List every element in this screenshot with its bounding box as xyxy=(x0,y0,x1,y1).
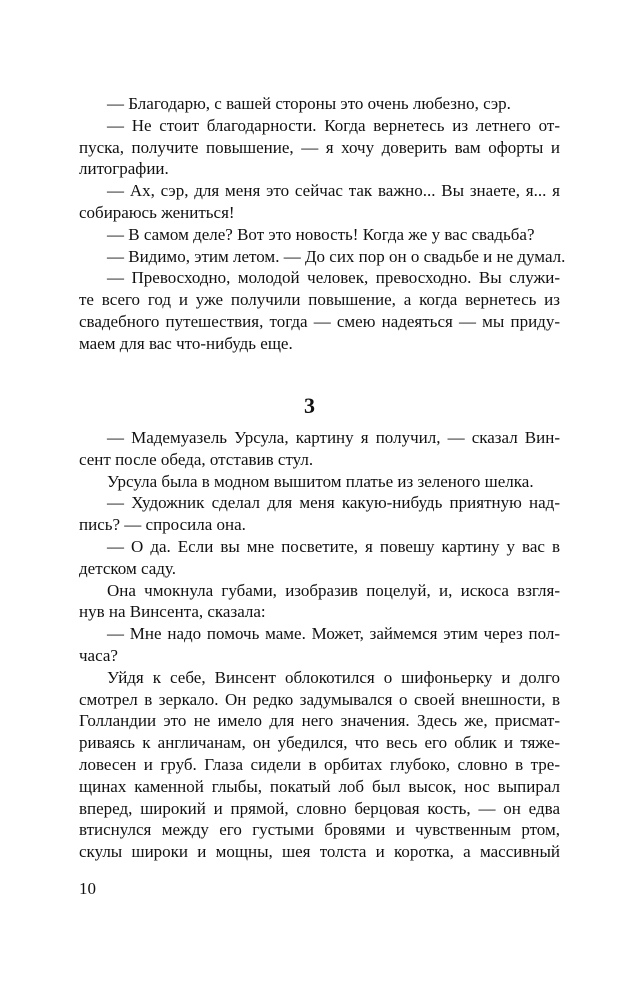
text-line: вперед, широкий и прямой, словно берцовая кость, — он едва xyxy=(79,798,560,818)
text-line: щинах каменной глыбы, покатый лоб был высок, нос выпирал xyxy=(79,776,560,796)
text-line: скулы широки и мощны, шея толста и коротка, а массивный xyxy=(79,842,560,862)
text-line: детском саду. xyxy=(79,558,176,578)
page-number: 10 xyxy=(79,879,96,898)
text-line: — Мадемуазель Урсула, картину я получил, — сказал Вин- xyxy=(107,428,560,447)
text-line: — Благодарю, с вашей стороны это очень любезно, сэр. xyxy=(107,94,511,113)
paragraph xyxy=(79,180,560,224)
text-line: — В самом деле? Вот это новость! Когда же у вас свадьба? xyxy=(107,224,535,244)
paragraph xyxy=(79,623,560,667)
text-line: пись? — спросила она. xyxy=(79,515,246,535)
text-section-bottom xyxy=(79,427,560,863)
text-line: ловесен и груб. Глаза сидели в орбитах глубоко, словно в тре- xyxy=(79,754,560,774)
text-line: Голландии это не имело для него значения. Здесь же, присмат- xyxy=(79,711,560,731)
paragraph xyxy=(79,267,560,354)
text-line: часа? xyxy=(79,645,118,665)
paragraph xyxy=(79,246,566,268)
text-line: риваясь к англичанам, он убедился, что весь его облик и тяже- xyxy=(79,733,560,753)
text-line: те всего год и уже получили повышение, а когда вернетесь из xyxy=(79,290,560,310)
paragraph xyxy=(79,427,560,471)
text-line: литографии. xyxy=(79,159,169,179)
text-line: — Видимо, этим летом. — До сих пор он о свадьбе и не думал. xyxy=(107,246,566,266)
text-line: — Художник сделал для меня какую-нибудь приятную над- xyxy=(107,493,560,513)
paragraph xyxy=(79,93,560,115)
text-line: — Ах, сэр, для меня это сейчас так важно... Вы знаете, я... я xyxy=(107,181,560,201)
text-line: — Превосходно, молодой человек, превосходно. Вы служи- xyxy=(107,268,560,288)
text-line: пуска, получите повышение, — я хочу доверить вам офорты и xyxy=(79,137,560,157)
text-section-top xyxy=(79,93,566,355)
text-line: нув на Винсента, сказала: xyxy=(79,602,266,622)
paragraph xyxy=(79,471,560,493)
text-line: собираюсь жениться! xyxy=(79,202,235,222)
text-line: — Не стоит благодарности. Когда вернетесь из летнего от- xyxy=(107,115,560,135)
text-line: Уйдя к себе, Винсент облокотился о шифоньерку и долго xyxy=(107,667,560,687)
paragraph xyxy=(79,115,560,180)
text-line: свадебного путешествия, тогда — смею надеяться — мы приду- xyxy=(79,311,560,331)
text-line: Урсула была в модном вышитом платье из зеленого шелка. xyxy=(107,471,534,491)
paragraph xyxy=(79,224,560,246)
text-line: Она чмокнула губами, изобразив поцелуй, и, искоса взгля- xyxy=(107,580,560,600)
paragraph xyxy=(79,580,560,624)
text-line: — О да. Если вы мне посветите, я повешу картину у вас в xyxy=(107,536,560,556)
text-line: — Мне надо помочь маме. Может, займемся этим через пол- xyxy=(107,624,560,644)
text-line: сент после обеда, отставив стул. xyxy=(79,449,314,469)
text-line: втиснулся между его густыми бровями и чувственным ртом, xyxy=(79,820,560,840)
text-line: смотрел в зеркало. Он редко задумывался о своей внешности, в xyxy=(79,689,560,709)
paragraph xyxy=(79,667,560,863)
paragraph xyxy=(79,536,560,580)
chapter-heading: 3 xyxy=(304,393,315,418)
text-line: маем для вас что-нибудь еще. xyxy=(79,333,293,353)
paragraph xyxy=(79,492,560,536)
